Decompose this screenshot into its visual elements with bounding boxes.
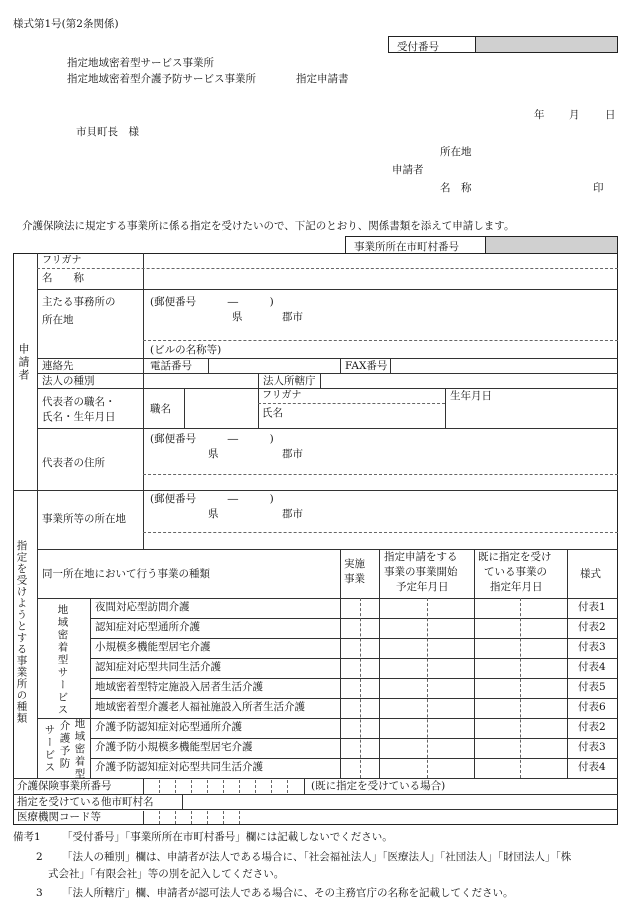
digit-divider xyxy=(191,811,192,824)
row-divider xyxy=(143,474,618,475)
service-name: 介護予防認知症対応型共同生活介護 xyxy=(95,761,263,773)
row-divider xyxy=(13,794,618,795)
start-date-header-2: 事業の事業開始 xyxy=(384,566,458,578)
municipality-number-box xyxy=(345,236,618,253)
statement: 介護保険法に規定する事業所に係る指定を受けたいので、下記のとおり、関係書類を添えて申請します。 xyxy=(22,220,515,232)
municipality-number-label: 事業所所在市町村番号 xyxy=(346,237,486,253)
implementation-header-1: 実施 xyxy=(344,558,365,570)
representative-label-1: 代表者の職名・ xyxy=(42,396,116,408)
form-number: 様式第1号(第2条関係) xyxy=(13,18,119,30)
contact-label: 連絡先 xyxy=(42,360,74,372)
service-name: 地域密着型特定施設入居者生活介護 xyxy=(95,681,263,693)
medical-code-label: 医療機関コード等 xyxy=(17,811,101,823)
applicant-section-label: 申請者 xyxy=(17,343,30,382)
note-1: 「受付番号」「事業所所在市町村番号」欄には記載しないでください。 xyxy=(62,831,393,843)
cell-divider xyxy=(320,373,321,388)
facility-county-label: 郡市 xyxy=(282,508,303,520)
rep-postal-label: (郵便番号 ― ) xyxy=(150,433,274,445)
row-divider xyxy=(143,340,618,341)
date-day-label: 日 xyxy=(605,109,616,121)
application-form-table xyxy=(13,253,618,825)
digit-divider xyxy=(175,811,176,824)
service-form-ref: 付表3 xyxy=(578,741,606,753)
row-divider xyxy=(37,289,618,290)
corp-name-label: 名 称 xyxy=(42,272,84,284)
service-row-divider xyxy=(90,658,618,659)
digit-divider xyxy=(175,780,176,793)
preventive-group-label-1: 地域密着型 xyxy=(73,718,86,781)
digit-divider xyxy=(143,811,144,824)
digit-divider xyxy=(207,811,208,824)
service-form-ref: 付表1 xyxy=(578,601,606,613)
service-form-ref: 付表4 xyxy=(578,661,606,673)
digit-divider xyxy=(159,780,160,793)
phone-label: 電話番号 xyxy=(150,360,192,372)
cell-divider xyxy=(258,388,259,428)
note-1-head: 備考1 xyxy=(13,831,41,843)
rep-furigana-label: フリガナ xyxy=(262,390,302,401)
title-suffix: 指定申請書 xyxy=(296,73,349,85)
digit-divider xyxy=(159,811,160,824)
service-name: 介護予防小規模多機能型居宅介護 xyxy=(95,741,253,753)
service-form-ref: 付表2 xyxy=(578,621,606,633)
row-divider xyxy=(13,778,618,779)
service-types-header: 同一所在地において行う事業の種類 xyxy=(42,568,210,580)
preventive-group-label-2: 介護予防 xyxy=(58,720,71,770)
section-divider xyxy=(13,490,618,491)
facility-prefecture-label: 県 xyxy=(208,508,219,520)
digit-divider xyxy=(223,811,224,824)
service-row-divider xyxy=(90,738,618,739)
cell-divider xyxy=(143,778,144,794)
applicant-label: 申請者 xyxy=(392,164,424,176)
receipt-number-field[interactable] xyxy=(476,37,617,52)
note-3: 「法人所轄庁」欄、申請者が認可法人である場合に、その主務官庁の名称を記載してください。 xyxy=(62,887,514,899)
date-column-guide xyxy=(360,598,361,778)
note-2b: 式会社」「有限会社」等の別を記入してください。 xyxy=(48,868,285,880)
service-name: 認知症対応型共同生活介護 xyxy=(95,661,221,673)
furigana-label: フリガナ xyxy=(42,255,82,266)
service-row-divider xyxy=(90,618,618,619)
col-divider xyxy=(379,549,380,778)
digit-divider xyxy=(271,780,272,793)
cell-divider xyxy=(304,778,305,794)
col-divider xyxy=(474,549,475,778)
main-office-label: 主たる事務所の xyxy=(42,296,116,308)
date-month-label: 月 xyxy=(569,109,580,121)
start-date-header-3: 予定年月日 xyxy=(396,581,449,593)
note-3-head: 3 xyxy=(36,887,43,899)
service-name: 地域密着型介護老人福祉施設入所者生活介護 xyxy=(95,701,305,713)
prev-date-header-3: 指定年月日 xyxy=(490,581,543,593)
name-label: 名 称 xyxy=(440,182,472,194)
row-divider xyxy=(37,388,618,389)
other-municipality-label: 指定を受けている他市町村名 xyxy=(17,796,154,808)
position-label: 職名 xyxy=(150,403,171,415)
cell-divider xyxy=(182,794,183,809)
municipality-number-field[interactable] xyxy=(486,237,617,253)
digit-divider xyxy=(207,780,208,793)
note-2-head: 2 xyxy=(36,851,43,863)
row-divider xyxy=(13,809,618,810)
representative-label-2: 氏名・生年月日 xyxy=(42,411,116,423)
receipt-number-label: 受付番号 xyxy=(389,37,476,52)
row-divider xyxy=(37,373,618,374)
row-divider xyxy=(258,403,445,404)
cell-divider xyxy=(445,388,446,428)
service-row-divider xyxy=(90,638,618,639)
rep-prefecture-label: 県 xyxy=(208,448,219,460)
digit-divider xyxy=(255,780,256,793)
start-date-header-1: 指定申請をする xyxy=(384,551,458,563)
facility-location-label: 事業所等の所在地 xyxy=(42,513,126,525)
label-column-divider xyxy=(143,253,144,549)
rep-name-label: 氏名 xyxy=(262,407,283,419)
implementation-header-2: 事業 xyxy=(344,573,365,585)
date-year-label: 年 xyxy=(534,109,545,121)
digit-divider xyxy=(239,811,240,824)
cell-divider xyxy=(390,358,391,373)
digit-divider xyxy=(239,780,240,793)
insurance-number-note: (既に指定を受けている場合) xyxy=(311,780,446,792)
row-divider xyxy=(37,549,618,550)
fax-label: FAX番号 xyxy=(345,360,388,372)
row-divider xyxy=(37,358,618,359)
cell-divider xyxy=(340,358,341,373)
prev-date-header-1: 既に指定を受け xyxy=(478,551,552,563)
rep-address-label: 代表者の住所 xyxy=(42,457,105,469)
main-office-label-2: 所在地 xyxy=(42,314,74,326)
service-row-divider xyxy=(90,758,618,759)
section-column-divider xyxy=(37,253,38,778)
row-divider xyxy=(143,532,618,533)
facility-section-label: 指定を受けようとする事業所の種類 xyxy=(15,540,28,724)
date-column-guide xyxy=(427,598,428,778)
service-name: 夜間対応型訪問介護 xyxy=(95,601,190,613)
prefecture-label: 県 xyxy=(232,311,243,323)
group-divider xyxy=(90,598,91,778)
title-line-2: 指定地域密着型介護予防サービス事業所 xyxy=(67,73,256,85)
community-service-group-label: 地域密着型サービス xyxy=(56,604,69,717)
row-divider xyxy=(37,268,618,269)
preventive-group-label-3: サービス xyxy=(43,724,56,774)
service-name: 小規模多機能型居宅介護 xyxy=(95,641,211,653)
service-form-ref: 付表3 xyxy=(578,641,606,653)
service-row-divider xyxy=(90,678,618,679)
digit-divider xyxy=(223,780,224,793)
row-divider xyxy=(37,598,618,599)
county-city-label: 郡市 xyxy=(282,311,303,323)
service-name: 認知症対応型通所介護 xyxy=(95,621,200,633)
digit-divider xyxy=(287,780,288,793)
insurance-number-label: 介護保険事業所番号 xyxy=(17,780,112,792)
service-form-ref: 付表6 xyxy=(578,701,606,713)
seal-label: 印 xyxy=(593,182,604,194)
group-separator xyxy=(37,718,618,719)
prev-date-header-2: ている事業の xyxy=(484,566,547,578)
facility-postal-label: (郵便番号 ― ) xyxy=(150,493,274,505)
service-row-divider xyxy=(90,698,618,699)
date-column-guide xyxy=(520,598,521,778)
form-header: 様式 xyxy=(580,568,601,580)
service-form-ref: 付表5 xyxy=(578,681,606,693)
cell-divider xyxy=(258,373,259,388)
rep-county-label: 郡市 xyxy=(282,448,303,460)
corp-authority-label: 法人所轄庁 xyxy=(263,375,316,387)
corp-type-label: 法人の種別 xyxy=(42,375,95,387)
building-name-label: (ビルの名称等) xyxy=(150,344,222,356)
birthdate-label: 生年月日 xyxy=(450,390,492,402)
addressee: 市貝町長 様 xyxy=(76,126,139,138)
postal-code-label: (郵便番号 ― ) xyxy=(150,296,274,308)
digit-divider xyxy=(191,780,192,793)
col-divider xyxy=(567,549,568,778)
receipt-number-box xyxy=(388,36,618,53)
note-2a: 「法人の種別」欄は、申請者が法人である場合に、「社会福祉法人」「医療法人」「社団法人」「財団法人」「株 xyxy=(62,851,572,863)
cell-divider xyxy=(184,388,185,428)
address-label: 所在地 xyxy=(440,146,472,158)
title-line-1: 指定地域密着型サービス事業所 xyxy=(67,57,214,69)
service-form-ref: 付表2 xyxy=(578,721,606,733)
row-divider xyxy=(37,428,618,429)
service-name: 介護予防認知症対応型通所介護 xyxy=(95,721,242,733)
cell-divider xyxy=(208,358,209,373)
service-form-ref: 付表4 xyxy=(578,761,606,773)
